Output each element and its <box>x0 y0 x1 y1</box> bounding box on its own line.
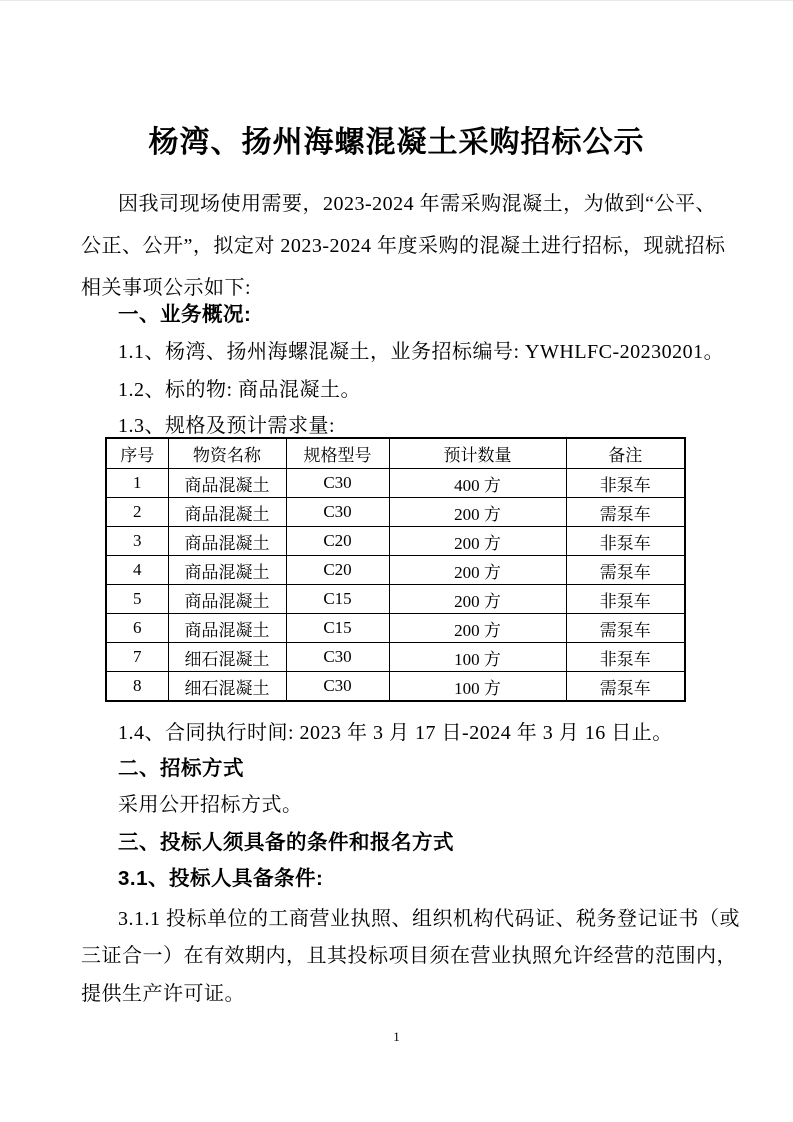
table-header-cell: 序号 <box>106 438 168 469</box>
table-cell: 需泵车 <box>566 672 685 702</box>
page-number: 1 <box>393 1029 400 1044</box>
intro-line-1: 因我司现场使用需要，2023-2024 年需采购混凝土，为做到“公平、 <box>118 193 717 215</box>
item-3-1-1-line-3: 提供生产许可证。 <box>81 983 245 1005</box>
table-cell: C30 <box>286 469 389 498</box>
table-cell: 细石混凝土 <box>168 672 286 702</box>
table-cell: 200 方 <box>389 527 566 556</box>
table-cell: 200 方 <box>389 498 566 527</box>
table-cell: 非泵车 <box>566 643 685 672</box>
table-header-cell: 备注 <box>566 438 685 469</box>
table-cell: 100 方 <box>389 672 566 702</box>
table-cell: 3 <box>106 527 168 556</box>
intro-line-2: 公正、公开”，拟定对 2023-2024 年度采购的混凝土进行招标，现就招标 <box>81 235 726 257</box>
table-row <box>106 469 685 498</box>
table-cell: 商品混凝土 <box>168 614 286 643</box>
table-cell: 需泵车 <box>566 498 685 527</box>
table-cell: C20 <box>286 527 389 556</box>
table-cell: 100 方 <box>389 643 566 672</box>
table-cell: 5 <box>106 585 168 614</box>
table-cell: 商品混凝土 <box>168 585 286 614</box>
table-cell: 400 方 <box>389 469 566 498</box>
table-cell: 200 方 <box>389 614 566 643</box>
table-header-cell: 预计数量 <box>389 438 566 469</box>
table-cell: 非泵车 <box>566 527 685 556</box>
table-cell: 细石混凝土 <box>168 643 286 672</box>
table-cell: C30 <box>286 498 389 527</box>
item-1-2: 1.2、标的物: 商品混凝土。 <box>118 379 362 401</box>
table-cell: 非泵车 <box>566 585 685 614</box>
item-1-1: 1.1、杨湾、扬州海螺混凝土，业务招标编号: YWHLFC-20230201。 <box>118 341 725 363</box>
table-header-cell: 物资名称 <box>168 438 286 469</box>
table-cell: 商品混凝土 <box>168 556 286 585</box>
table-row <box>106 614 685 643</box>
table-cell: 8 <box>106 672 168 702</box>
demand-table-header-row <box>106 438 685 469</box>
table-cell: C15 <box>286 614 389 643</box>
table-row <box>106 672 685 702</box>
table-cell: C20 <box>286 556 389 585</box>
demand-table-body <box>106 469 685 702</box>
item-1-4: 1.4、合同执行时间: 2023 年 3 月 17 日-2024 年 3 月 16 日止。 <box>118 722 673 744</box>
item-1-3: 1.3、规格及预计需求量: <box>118 415 336 437</box>
table-cell: 4 <box>106 556 168 585</box>
table-cell: 200 方 <box>389 556 566 585</box>
table-row <box>106 585 685 614</box>
document-title: 杨湾、扬州海螺混凝土采购招标公示 <box>148 126 645 159</box>
section3-sub-heading: 3.1、投标人具备条件: <box>118 867 324 890</box>
item-3-1-1-line-2: 三证合一）在有效期内，且其投标项目须在营业执照允许经营的范围内， <box>81 945 737 967</box>
table-cell: 1 <box>106 469 168 498</box>
table-cell: 需泵车 <box>566 556 685 585</box>
table-cell: 200 方 <box>389 585 566 614</box>
table-cell: C30 <box>286 643 389 672</box>
table-row <box>106 527 685 556</box>
section2-heading: 二、招标方式 <box>118 757 244 780</box>
table-cell: 2 <box>106 498 168 527</box>
demand-table <box>105 437 686 702</box>
section2-body: 采用公开招标方式。 <box>118 794 303 816</box>
table-cell: C30 <box>286 672 389 702</box>
table-cell: 6 <box>106 614 168 643</box>
table-cell: C15 <box>286 585 389 614</box>
item-3-1-1-line-1: 3.1.1 投标单位的工商营业执照、组织机构代码证、税务登记证书（或 <box>118 908 740 930</box>
table-cell: 商品混凝土 <box>168 469 286 498</box>
table-row <box>106 643 685 672</box>
table-row <box>106 556 685 585</box>
table-row <box>106 498 685 527</box>
section3-heading: 三、投标人须具备的条件和报名方式 <box>118 831 454 854</box>
intro-line-3: 相关事项公示如下: <box>81 277 252 299</box>
table-header-cell: 规格型号 <box>286 438 389 469</box>
table-cell: 商品混凝土 <box>168 527 286 556</box>
table-cell: 需泵车 <box>566 614 685 643</box>
table-cell: 商品混凝土 <box>168 498 286 527</box>
table-cell: 7 <box>106 643 168 672</box>
table-cell: 非泵车 <box>566 469 685 498</box>
section1-heading: 一、业务概况: <box>118 303 252 326</box>
